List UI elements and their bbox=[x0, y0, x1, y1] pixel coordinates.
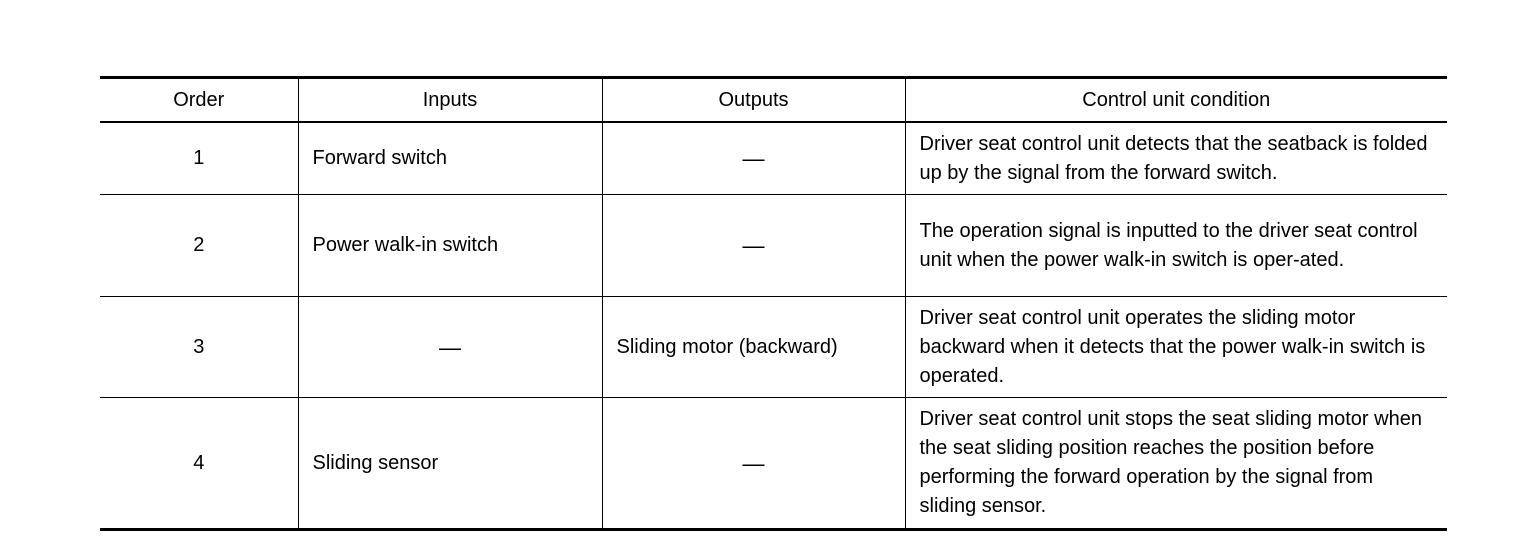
inputs-cell: Forward switch bbox=[298, 122, 602, 195]
header-condition: Control unit condition bbox=[905, 78, 1447, 123]
condition-cell: Driver seat control unit detects that the seatback is folded up by the signal from the forward switch. bbox=[905, 122, 1447, 195]
table-row bbox=[100, 297, 1447, 398]
inputs-cell: — bbox=[298, 297, 602, 398]
header-outputs: Outputs bbox=[602, 78, 905, 123]
table-header bbox=[100, 78, 1447, 123]
header-inputs: Inputs bbox=[298, 78, 602, 123]
order-cell: 2 bbox=[100, 195, 298, 297]
table-row bbox=[100, 398, 1447, 530]
outputs-cell: — bbox=[602, 195, 905, 297]
inputs-cell: Power walk-in switch bbox=[298, 195, 602, 297]
outputs-cell: — bbox=[602, 398, 905, 530]
condition-cell: The operation signal is inputted to the driver seat control unit when the power walk-in switch is oper-ated. bbox=[905, 195, 1447, 297]
order-cell: 4 bbox=[100, 398, 298, 530]
outputs-cell: Sliding motor (backward) bbox=[602, 297, 905, 398]
table-row bbox=[100, 122, 1447, 195]
table-row bbox=[100, 195, 1447, 297]
table-body bbox=[100, 122, 1447, 530]
order-cell: 1 bbox=[100, 122, 298, 195]
inputs-cell: Sliding sensor bbox=[298, 398, 602, 530]
condition-cell: Driver seat control unit stops the seat sliding motor when the seat sliding position reaches the position before performing the forward operation by the signal from sliding sensor. bbox=[905, 398, 1447, 530]
header-order: Order bbox=[100, 78, 298, 123]
condition-cell: Driver seat control unit operates the sliding motor backward when it detects that the power walk-in switch is operated. bbox=[905, 297, 1447, 398]
order-cell: 3 bbox=[100, 297, 298, 398]
outputs-cell: — bbox=[602, 122, 905, 195]
header-row bbox=[100, 78, 1447, 123]
control-sequence-table bbox=[100, 76, 1447, 531]
